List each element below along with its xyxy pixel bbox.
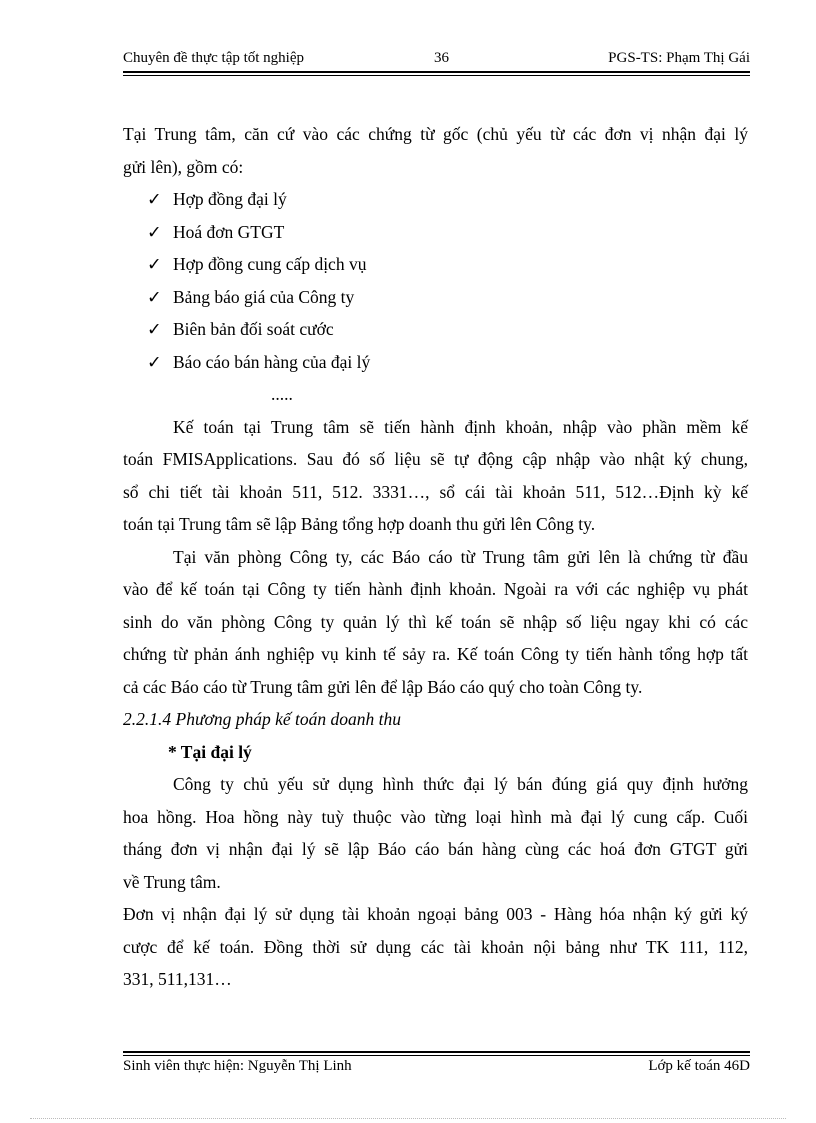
- list-item-label: Bảng báo giá của Công ty: [173, 286, 355, 307]
- list-item: [123, 216, 748, 249]
- footer-student: Sinh viên thực hiện: Nguyễn Thị Linh: [123, 1058, 352, 1074]
- paragraph-line: hoa hồng. Hoa hồng này tuỳ thuộc vào từng loại hình mà đại lý cung cấp. Cuối: [123, 806, 748, 827]
- check-icon: ✓: [147, 221, 162, 242]
- paragraph-line: cả các Báo cáo từ Trung tâm gửi lên để lập Báo cáo quý cho toàn Công ty.: [123, 676, 643, 697]
- paragraph-line: toán tại Trung tâm sẽ lập Bảng tổng hợp doanh thu gửi lên Công ty.: [123, 514, 596, 534]
- section-heading: 2.2.1.4 Phương pháp kế toán doanh thu: [123, 709, 401, 729]
- sub-heading: * Tại đại lý: [168, 741, 252, 762]
- header-title: Chuyên đề thực tập tốt nghiệp: [123, 50, 305, 66]
- list-item: [123, 281, 748, 314]
- list-item-label: Báo cáo bán hàng của đại lý: [173, 351, 371, 372]
- check-icon: ✓: [147, 319, 162, 339]
- list-item: [123, 346, 748, 379]
- list-item-label: Hoá đơn GTGT: [173, 221, 285, 242]
- page-edge-divider: [30, 1118, 786, 1119]
- header-rule: [123, 71, 750, 76]
- page-footer: [123, 1058, 750, 1078]
- list-item-label: Hợp đồng cung cấp dịch vụ: [173, 254, 367, 274]
- paragraph-line: chứng từ phản ánh nghiệp vụ kinh tế sảy ra. Kế toán Công ty tiến hành tổng hợp tất: [123, 644, 748, 664]
- intro-line: Tại Trung tâm, căn cứ vào các chứng từ gốc (chủ yếu từ các đơn vị nhận đại lý: [123, 124, 748, 144]
- list-item: [123, 183, 748, 216]
- footer-rule: [123, 1051, 750, 1056]
- page-body: [123, 118, 748, 996]
- list-item-label: Biên bản đối soát cước: [173, 319, 334, 339]
- list-item-label: Hợp đồng đại lý: [173, 189, 287, 209]
- check-icon: ✓: [147, 286, 162, 307]
- paragraph-line: về Trung tâm.: [123, 871, 221, 892]
- paragraph-line: Kế toán tại Trung tâm sẽ tiến hành định khoản, nhập vào phần mềm kế: [173, 416, 748, 437]
- ellipsis: .....: [271, 384, 293, 404]
- page-number: 36: [434, 50, 449, 66]
- intro-line: gửi lên), gồm có:: [123, 156, 244, 177]
- check-icon: ✓: [147, 351, 162, 372]
- paragraph-line: 331, 511,131…: [123, 969, 232, 989]
- paragraph-line: Tại văn phòng Công ty, các Báo cáo từ Trung tâm gửi lên là chứng từ đầu: [173, 546, 748, 567]
- paragraph-line: tháng đơn vị nhận đại lý sẽ lập Báo cáo bán hàng cùng các hoá đơn GTGT gửi: [123, 839, 748, 859]
- paragraph-line: cược để kế toán. Đồng thời sử dụng các tài khoản nội bảng như TK 111, 112,: [123, 936, 748, 957]
- paragraph-line: sổ chi tiết tài khoản 511, 512. 3331…, sổ cái tài khoản 511, 512…Định kỳ kế: [123, 481, 748, 502]
- check-icon: ✓: [147, 189, 162, 209]
- page-header: [123, 48, 750, 72]
- paragraph-line: sinh do văn phòng Công ty quản lý thì kế toán sẽ nhập số liệu ngay khi có các: [123, 611, 748, 632]
- footer-class: Lớp kế toán 46D: [648, 1058, 750, 1074]
- paragraph-line: vào để kế toán tại Công ty tiến hành định khoản. Ngoài ra với các nghiệp vụ phát: [123, 579, 748, 599]
- list-item: [123, 313, 748, 346]
- list-item: [123, 248, 748, 281]
- paragraph-line: Công ty chủ yếu sử dụng hình thức đại lý bán đúng giá quy định hưởng: [173, 774, 748, 794]
- paragraph-line: toán FMISApplications. Sau đó số liệu sẽ tự động cập nhập vào nhật ký chung,: [123, 449, 748, 469]
- check-icon: ✓: [147, 254, 162, 274]
- paragraph-line: Đơn vị nhận đại lý sử dụng tài khoản ngoại bảng 003 - Hàng hóa nhận ký gửi ký: [123, 904, 748, 924]
- header-supervisor: PGS-TS: Phạm Thị Gái: [608, 50, 750, 66]
